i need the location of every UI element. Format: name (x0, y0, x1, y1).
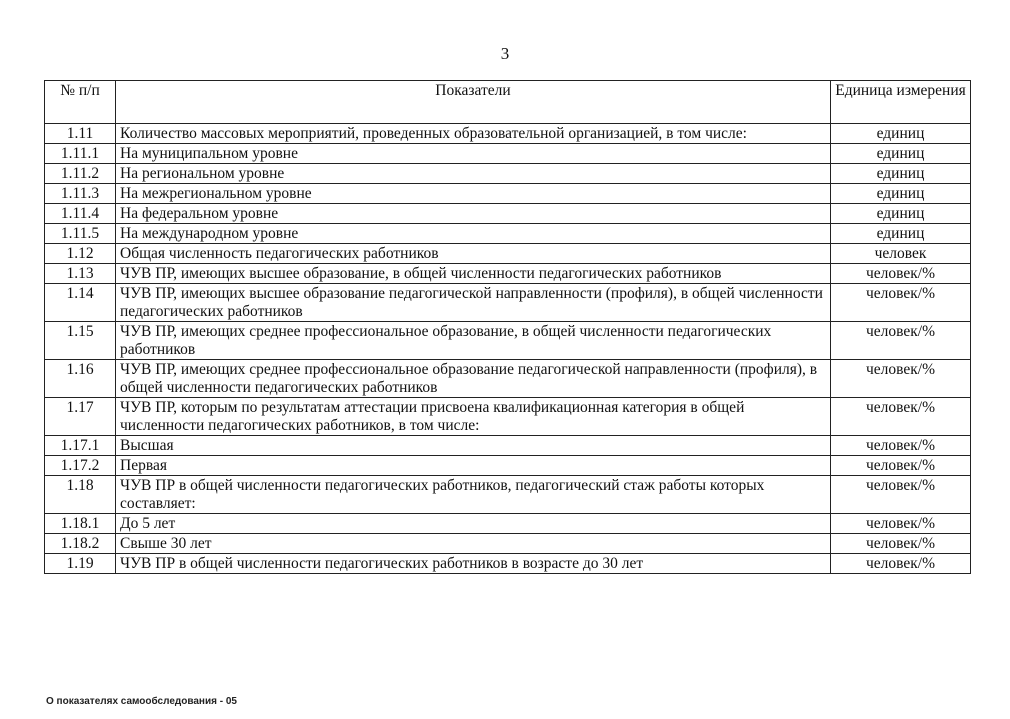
row-indicator: На межрегиональном уровне (116, 184, 831, 204)
table-row (45, 360, 971, 398)
row-number: 1.11.2 (45, 164, 116, 184)
row-indicator: На региональном уровне (116, 164, 831, 184)
row-indicator: Первая (116, 456, 831, 476)
row-unit: единиц (831, 204, 971, 224)
table-row (45, 534, 971, 554)
row-indicator: ЧУВ ПР в общей численности педагогических работников в возрасте до 30 лет (116, 554, 831, 574)
row-unit: человек/% (831, 534, 971, 554)
row-unit: человек/% (831, 514, 971, 534)
row-unit: человек/% (831, 436, 971, 456)
row-number: 1.12 (45, 244, 116, 264)
row-indicator: На муниципальном уровне (116, 144, 831, 164)
table-row (45, 184, 971, 204)
table-row (45, 398, 971, 436)
row-number: 1.11.5 (45, 224, 116, 244)
table-row (45, 244, 971, 264)
table-row (45, 284, 971, 322)
header-unit: Единица измерения (831, 81, 971, 124)
row-unit: единиц (831, 124, 971, 144)
table-row (45, 204, 971, 224)
table-row (45, 436, 971, 456)
header-number: № п/п (45, 81, 116, 124)
row-indicator: До 5 лет (116, 514, 831, 534)
row-number: 1.14 (45, 284, 116, 322)
row-indicator: ЧУВ ПР, имеющих среднее профессиональное образование педагогической направленности (профиля), в общей численности педагогических работников (116, 360, 831, 398)
row-unit: единиц (831, 224, 971, 244)
page-number: 3 (500, 44, 510, 63)
row-unit: единиц (831, 164, 971, 184)
row-indicator: На международном уровне (116, 224, 831, 244)
row-indicator: Количество массовых мероприятий, проведенных образовательной организацией, в том числе: (116, 124, 831, 144)
row-number: 1.17.1 (45, 436, 116, 456)
row-number: 1.11.4 (45, 204, 116, 224)
row-unit: человек/% (831, 398, 971, 436)
table-row (45, 514, 971, 534)
table-row (45, 456, 971, 476)
row-number: 1.11.1 (45, 144, 116, 164)
table-row (45, 476, 971, 514)
footer-note: О показателях самообследования - 05 (46, 696, 237, 707)
row-number: 1.17 (45, 398, 116, 436)
row-unit: человек/% (831, 284, 971, 322)
row-unit: человек/% (831, 360, 971, 398)
header-indicator: Показатели (116, 81, 831, 124)
row-number: 1.13 (45, 264, 116, 284)
row-indicator: Высшая (116, 436, 831, 456)
row-unit: человек/% (831, 476, 971, 514)
row-indicator: Свыше 30 лет (116, 534, 831, 554)
table-header-row (45, 81, 971, 124)
row-number: 1.17.2 (45, 456, 116, 476)
row-number: 1.11 (45, 124, 116, 144)
table-row (45, 144, 971, 164)
row-number: 1.15 (45, 322, 116, 360)
row-indicator: ЧУВ ПР, имеющих высшее образование педагогической направленности (профиля), в общей численности педагогических работников (116, 284, 831, 322)
indicators-table (44, 80, 971, 574)
row-number: 1.16 (45, 360, 116, 398)
row-unit: единиц (831, 144, 971, 164)
row-number: 1.11.3 (45, 184, 116, 204)
row-indicator: На федеральном уровне (116, 204, 831, 224)
row-unit: человек/% (831, 322, 971, 360)
row-number: 1.18 (45, 476, 116, 514)
row-unit: человек/% (831, 264, 971, 284)
row-indicator: ЧУВ ПР, которым по результатам аттестации присвоена квалификационная категория в общей численности педагогических работников, в том числе: (116, 398, 831, 436)
row-indicator: ЧУВ ПР в общей численности педагогических работников, педагогический стаж работы которых составляет: (116, 476, 831, 514)
table-row (45, 554, 971, 574)
table-row (45, 164, 971, 184)
row-indicator: ЧУВ ПР, имеющих среднее профессиональное образование, в общей численности педагогических работников (116, 322, 831, 360)
table-body (45, 124, 971, 574)
table-row (45, 322, 971, 360)
row-unit: человек (831, 244, 971, 264)
row-unit: человек/% (831, 554, 971, 574)
row-number: 1.18.1 (45, 514, 116, 534)
row-number: 1.19 (45, 554, 116, 574)
row-number: 1.18.2 (45, 534, 116, 554)
row-indicator: ЧУВ ПР, имеющих высшее образование, в общей численности педагогических работников (116, 264, 831, 284)
table-row (45, 124, 971, 144)
table-row (45, 264, 971, 284)
table-row (45, 224, 971, 244)
row-indicator: Общая численность педагогических работников (116, 244, 831, 264)
row-unit: единиц (831, 184, 971, 204)
row-unit: человек/% (831, 456, 971, 476)
